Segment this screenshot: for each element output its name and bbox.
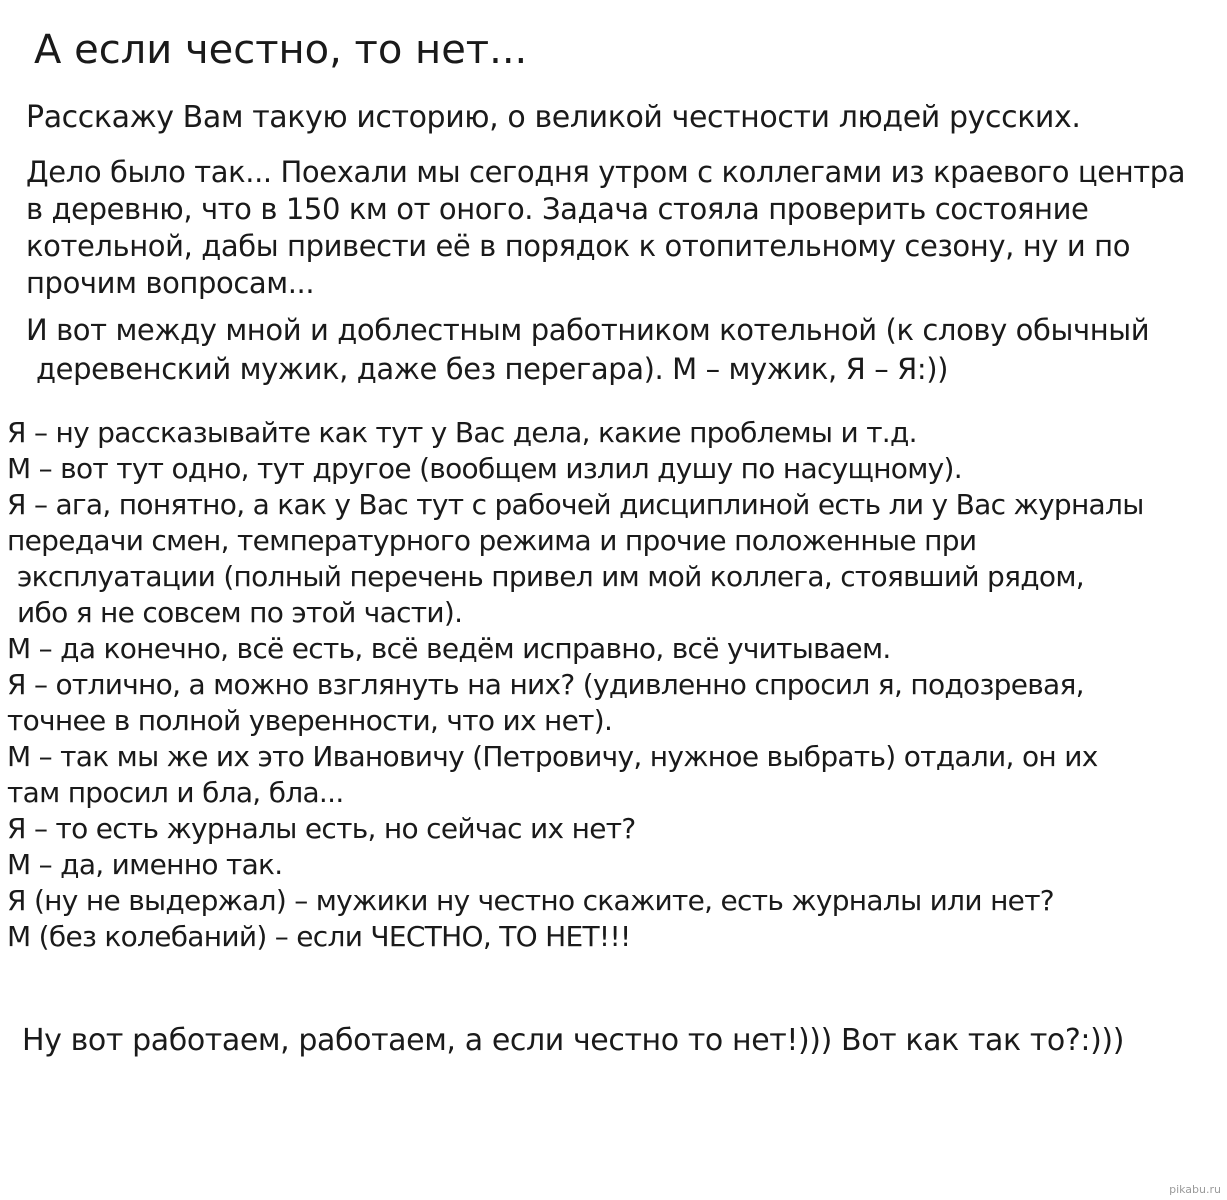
- dialog-line: ибо я не совсем по этой части).: [17, 596, 463, 629]
- paragraph-2-line: И вот между мной и доблестным работником котельной (к слову обычный: [26, 313, 1150, 347]
- dialog-line: М (без колебаний) – если ЧЕСТНО, ТО НЕТ!!!: [7, 920, 631, 953]
- paragraph-1: [26, 155, 1185, 303]
- dialog-line: Я – ага, понятно, а как у Вас тут с рабочей дисциплиной есть ли у Вас журналы: [7, 488, 1144, 521]
- watermark: pikabu.ru: [1169, 1183, 1221, 1196]
- dialog-line: М – да, именно так.: [7, 848, 283, 881]
- dialog-line: Я (ну не выдержал) – мужики ну честно скажите, есть журналы или нет?: [7, 884, 1054, 917]
- intro-paragraph: Расскажу Вам такую историю, о великой честности людей русских.: [26, 100, 1081, 135]
- paragraph-1-line: прочим вопросам...: [26, 266, 315, 300]
- dialog-line: эксплуатации (полный перечень привел им мой коллега, стоявший рядом,: [17, 560, 1084, 593]
- paragraph-2-line: деревенский мужик, даже без перегара). М – мужик, Я – Я:)): [36, 352, 949, 386]
- paragraph-2: [26, 313, 1149, 391]
- paragraph-1-line: в деревню, что в 150 км от оного. Задача стояла проверить состояние: [26, 192, 1089, 226]
- dialog-block: [7, 416, 1144, 956]
- paragraph-1-line: котельной, дабы привести её в порядок к отопительному сезону, ну и по: [26, 229, 1131, 263]
- dialog-line: М – так мы же их это Ивановичу (Петровичу, нужное выбрать) отдали, он их: [7, 740, 1098, 773]
- page-title: А если честно, то нет...: [34, 27, 528, 73]
- dialog-line: Я – то есть журналы есть, но сейчас их нет?: [7, 812, 636, 845]
- paragraph-1-line: Дело было так... Поехали мы сегодня утром с коллегами из краевого центра: [26, 155, 1186, 189]
- dialog-line: точнее в полной уверенности, что их нет).: [7, 704, 613, 737]
- dialog-line: М – вот тут одно, тут другое (вообщем излил душу по насущному).: [7, 452, 962, 485]
- dialog-line: М – да конечно, всё есть, всё ведём исправно, всё учитываем.: [7, 632, 891, 665]
- dialog-line: Я – ну рассказывайте как тут у Вас дела, какие проблемы и т.д.: [7, 416, 917, 449]
- closing-paragraph: Ну вот работаем, работаем, а если честно то нет!))) Вот как так то?:))): [22, 1023, 1125, 1058]
- dialog-line: там просил и бла, бла...: [7, 776, 344, 809]
- dialog-line: Я – отлично, а можно взглянуть на них? (удивленно спросил я, подозревая,: [7, 668, 1084, 701]
- dialog-line: передачи смен, температурного режима и прочие положенные при: [7, 524, 977, 557]
